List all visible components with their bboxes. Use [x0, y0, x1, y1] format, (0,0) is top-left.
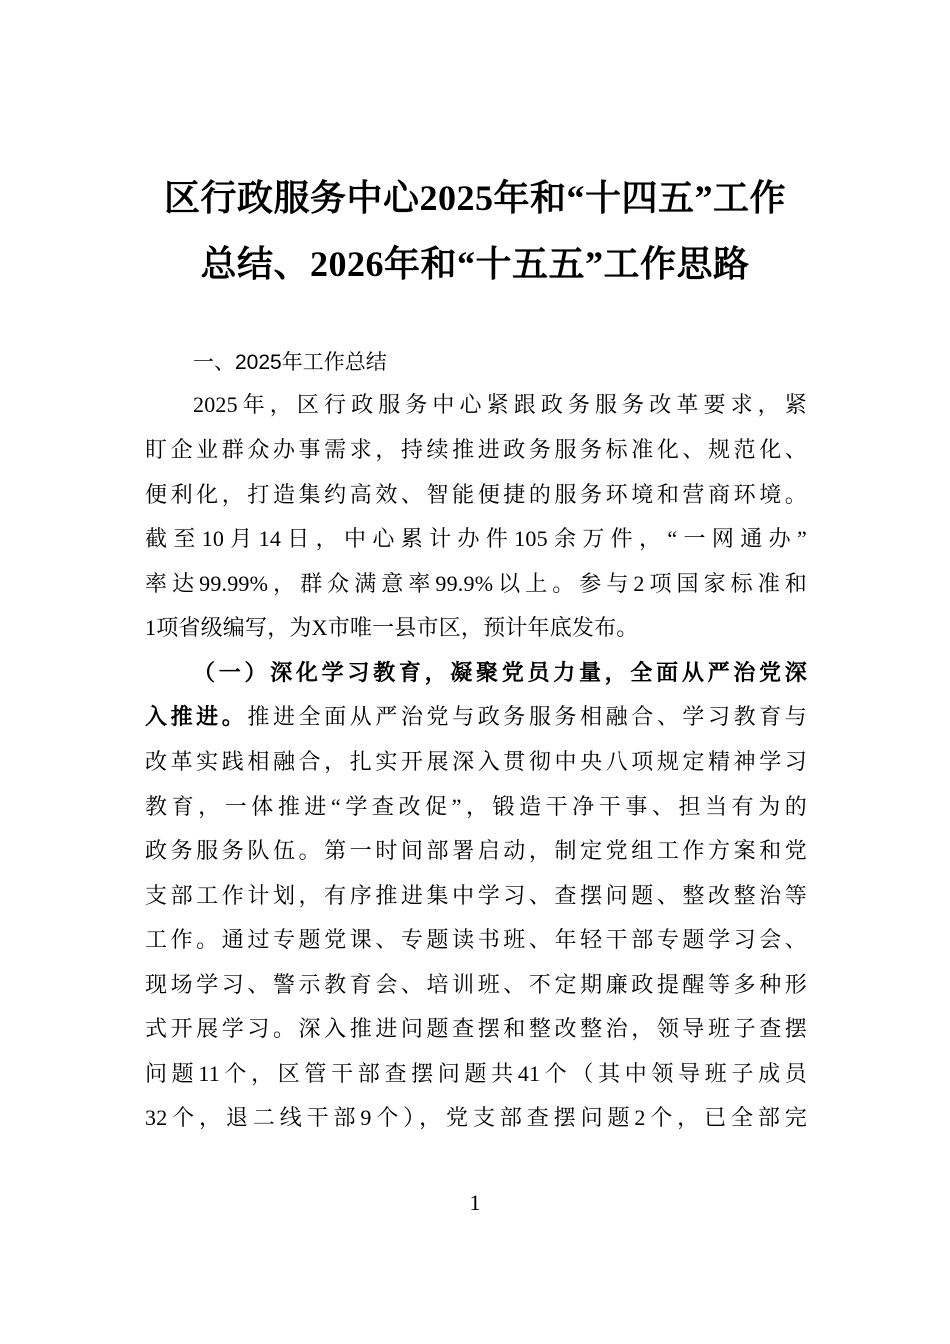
subsection-1-text: 推进全面从严治党与政务服务相融合、学习教育与 — [247, 704, 807, 729]
subsection-1-line: 工作。通过专题党课、专题读书班、年轻干部专题学习会、 — [145, 927, 807, 952]
subsection-1-line — [145, 700, 807, 731]
subsection-1-line: 32个，退二线干部9个），党支部查摆问题2个，已全部完 — [145, 1105, 807, 1130]
document-title-line-1: 区行政服务中心2025年和“十四五”工作 — [163, 178, 786, 218]
paragraph-1-line: 截至10月14日，中心累计办件105余万件，“一网通办” — [145, 526, 807, 551]
subsection-1-line: 现场学习、警示教育会、培训班、不定期廉政提醒等多种形 — [145, 972, 807, 997]
paragraph-1-line: 1项省级编写，为X市唯一县市区，预计年底发布。 — [145, 615, 639, 640]
subsection-1-line: 问题11个，区管干部查摆问题共41个（其中领导班子成员 — [145, 1061, 807, 1086]
paragraph-1-line: 盯企业群众办事需求，持续推进政务服务标准化、规范化、 — [145, 437, 807, 462]
subsection-1-line: 式开展学习。深入推进问题查摆和整改整治，领导班子查摆 — [145, 1016, 807, 1041]
paragraph-1-line: 2025年，区行政服务中心紧跟政务服务改革要求，紧 — [193, 392, 807, 417]
subsection-1-heading-end: 入推进。 — [145, 704, 248, 729]
subsection-1-line: 支部工作计划，有序推进集中学习、查摆问题、整改整治等 — [145, 883, 807, 908]
subsection-1-line: 政务服务队伍。第一时间部署启动，制定党组工作方案和党 — [145, 838, 807, 863]
page-number: 1 — [469, 1190, 481, 1215]
paragraph-1-line: 率达99.99%，群众满意率99.9%以上。参与2项国家标准和 — [145, 571, 807, 596]
section-heading: 一、2025年工作总结 — [193, 351, 387, 374]
paragraph-1-line: 便利化，打造集约高效、智能便捷的服务环境和营商环境。 — [145, 482, 807, 507]
subsection-1-heading: （一）深化学习教育，凝聚党员力量，全面从严治党深 — [193, 660, 807, 685]
subsection-1-line: 改革实践相融合，扎实开展深入贯彻中央八项规定精神学习 — [145, 749, 807, 774]
subsection-1-line: 教育，一体推进“学查改促”，锻造干净干事、担当有为的 — [145, 794, 807, 819]
document-title-line-2: 总结、2026年和“十五五”工作思路 — [200, 244, 750, 284]
